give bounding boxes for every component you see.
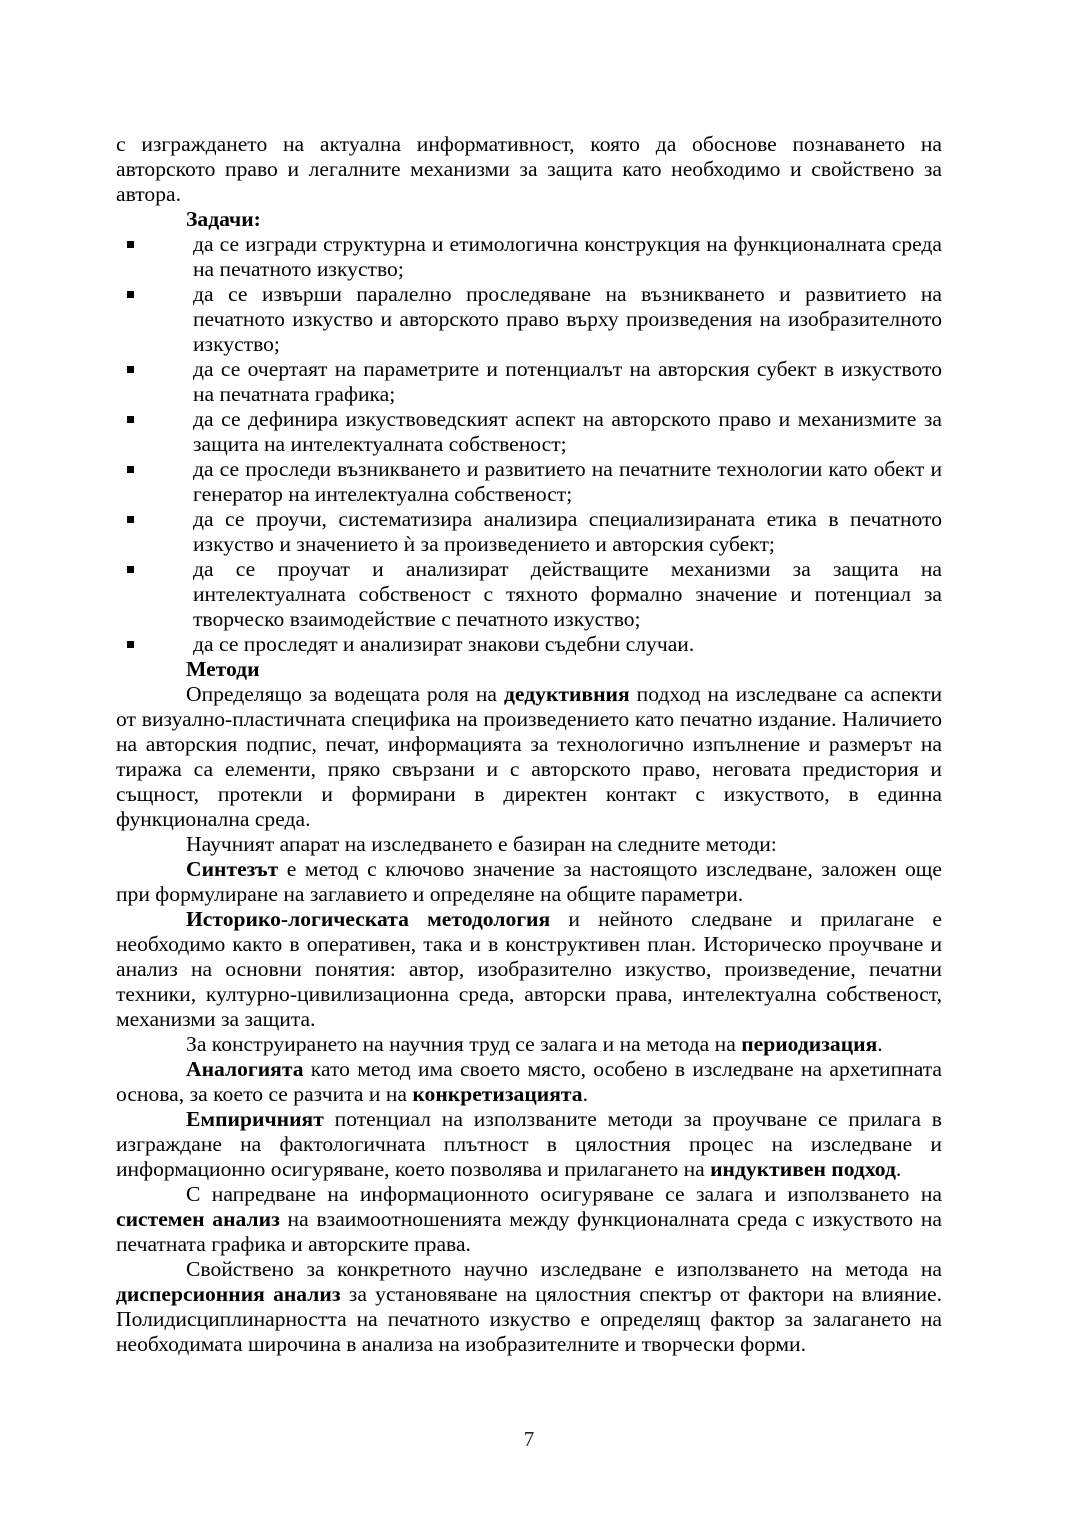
empirical-paragraph: [116, 1107, 942, 1182]
continuation-paragraph: [116, 132, 942, 207]
bold-text-run: конкретизацията: [412, 1082, 583, 1106]
page-number: 7: [523, 1427, 535, 1451]
historical-logical-paragraph: [116, 907, 942, 1032]
text-run: като метод има своето място, особено в изследване на архетипната основа, за което се разчита и на: [116, 1057, 942, 1106]
text-run: да се проучат и анализират действащите механизми за защита на интелектуалната собственост с тяхното формално значение и потенциал за творческо взаимодействие с печатното изкуство;: [193, 557, 942, 631]
text-run: Научният апарат на изследването е базиран на следните методи:: [186, 832, 777, 856]
bullet-text: [193, 407, 942, 457]
system-analysis-paragraph: [116, 1182, 942, 1257]
text-run: .: [895, 1157, 902, 1181]
page-footer: [116, 1427, 942, 1452]
text-run: За конструирането на научния труд се залага и на метода на: [186, 1032, 742, 1056]
deductive-method-paragraph: [116, 682, 942, 832]
bold-text-run: дисперсионния анализ: [116, 1282, 341, 1306]
text-run: потенциал на използваните методи за проучване се прилага в изграждане на фактологичната плътност в цялостния процес на изследване и информационно осигуряване, което позволява и прилагането на: [116, 1107, 942, 1181]
bullet-square-icon: [127, 416, 134, 423]
analogy-paragraph: [116, 1057, 942, 1107]
periodization-paragraph: [116, 1032, 942, 1057]
bullet-text: [193, 632, 942, 657]
task-item-6: [116, 507, 942, 557]
task-item-5: [116, 457, 942, 507]
synthesis-paragraph: [116, 857, 942, 907]
methods-heading: [116, 657, 942, 682]
text-run: .: [877, 1032, 883, 1056]
text-run: Определящо за водещата роля на: [186, 682, 504, 706]
text-run: подход на изследване са аспекти от визуално-пластичната специфика на произведението като печатно издание. Наличието на авторския подпис, печат, информацията за технологично изпълнение и размерът на тиража са елементи, пряко свързани и с авторското право, неговата предистория и същност, протекли и формирани в директен контакт с изкуството, в единна функционална среда.: [116, 682, 943, 831]
bullet-text: [193, 507, 942, 557]
task-item-8: [116, 632, 942, 657]
task-item-7: [116, 557, 942, 632]
bold-text-run: периодизация: [741, 1032, 878, 1056]
bold-text-run: системен анализ: [116, 1207, 280, 1231]
bold-text-run: Аналогията: [186, 1057, 304, 1081]
text-run: на взаимоотношенията между функционалната среда с изкуството на печатната графика и авторските права.: [116, 1207, 942, 1256]
text-run: С напредване на информационното осигуряване се залага и използването на: [186, 1182, 942, 1206]
text-run: да се изгради структурна и етимологична конструкция на функционалната среда на печатното изкуство;: [193, 232, 942, 281]
bold-text-run: Методи: [186, 657, 260, 681]
bullet-square-icon: [127, 241, 134, 248]
text-run: с изграждането на актуална информативност, която да обоснове познаването на авторското право и легалните механизми за защита като необходимо и свойствено за автора.: [116, 132, 942, 206]
tasks-heading: [116, 207, 942, 232]
bold-text-run: Задачи:: [186, 207, 261, 231]
bullet-text: [193, 457, 942, 507]
bold-text-run: дедуктивния: [504, 682, 630, 706]
text-run: .: [582, 1082, 588, 1106]
bold-text-run: индуктивен подход: [710, 1157, 896, 1181]
document-content: [116, 132, 942, 1357]
scientific-apparatus-paragraph: [116, 832, 942, 857]
bullet-square-icon: [127, 516, 134, 523]
text-run: и нейното следване и прилагане е необходимо както в оперативен, така и в конструктивен план. Историческо проучване и анализ на основни понятия: автор, изобразително изкуство, произведение, печатни техники, културно-цивилизационна среда, авторски права, интелектуална собственост, механизми за защита.: [116, 907, 942, 1031]
bullet-text: [193, 282, 942, 357]
text-run: Свойствено за конкретното научно изследване е използването на метода на: [186, 1257, 942, 1281]
text-run: да се проследят и анализират знакови съдебни случаи.: [193, 632, 695, 656]
bullet-text: [193, 232, 942, 282]
text-run: за установяване на цялостния спектър от фактори на влияние. Полидисциплинарността на печатното изкуство е определящ фактор за залагането на необходимата широчина в анализа на изобразителните и творчески форми.: [116, 1282, 942, 1356]
text-run: да се очертаят на параметрите и потенциалът на авторския субект в изкуството на печатната графика;: [193, 357, 942, 406]
text-run: да се извърши паралелно проследяване на възникването и развитието на печатното изкуство и авторското право върху произведения на изобразителното изкуство;: [193, 282, 942, 356]
bullet-square-icon: [127, 291, 134, 298]
task-item-3: [116, 357, 942, 407]
text-run: да се дефинира изкуствоведският аспект на авторското право и механизмите за защита на интелектуалната собственост;: [193, 407, 942, 456]
bullet-text: [193, 557, 942, 632]
task-item-1: [116, 232, 942, 282]
task-item-4: [116, 407, 942, 457]
bold-text-run: Историко-логическата методология: [186, 907, 551, 931]
bullet-text: [193, 357, 942, 407]
dispersion-analysis-paragraph: [116, 1257, 942, 1357]
bullet-square-icon: [127, 466, 134, 473]
bullet-square-icon: [127, 566, 134, 573]
bold-text-run: Синтезът: [186, 857, 279, 881]
bullet-square-icon: [127, 641, 134, 648]
task-item-2: [116, 282, 942, 357]
bullet-square-icon: [127, 366, 134, 373]
text-run: да се проучи, систематизира анализира специализираната етика в печатното изкуство и значението ѝ за произведението и авторския субект;: [193, 507, 942, 556]
bold-text-run: Емпиричният: [186, 1107, 324, 1131]
text-run: да се проследи възникването и развитието на печатните технологии като обект и генератор на интелектуална собственост;: [193, 457, 942, 506]
text-run: е метод с ключово значение за настоящото изследване, заложен още при формулиране на заглавието и определяне на общите параметри.: [116, 857, 942, 906]
